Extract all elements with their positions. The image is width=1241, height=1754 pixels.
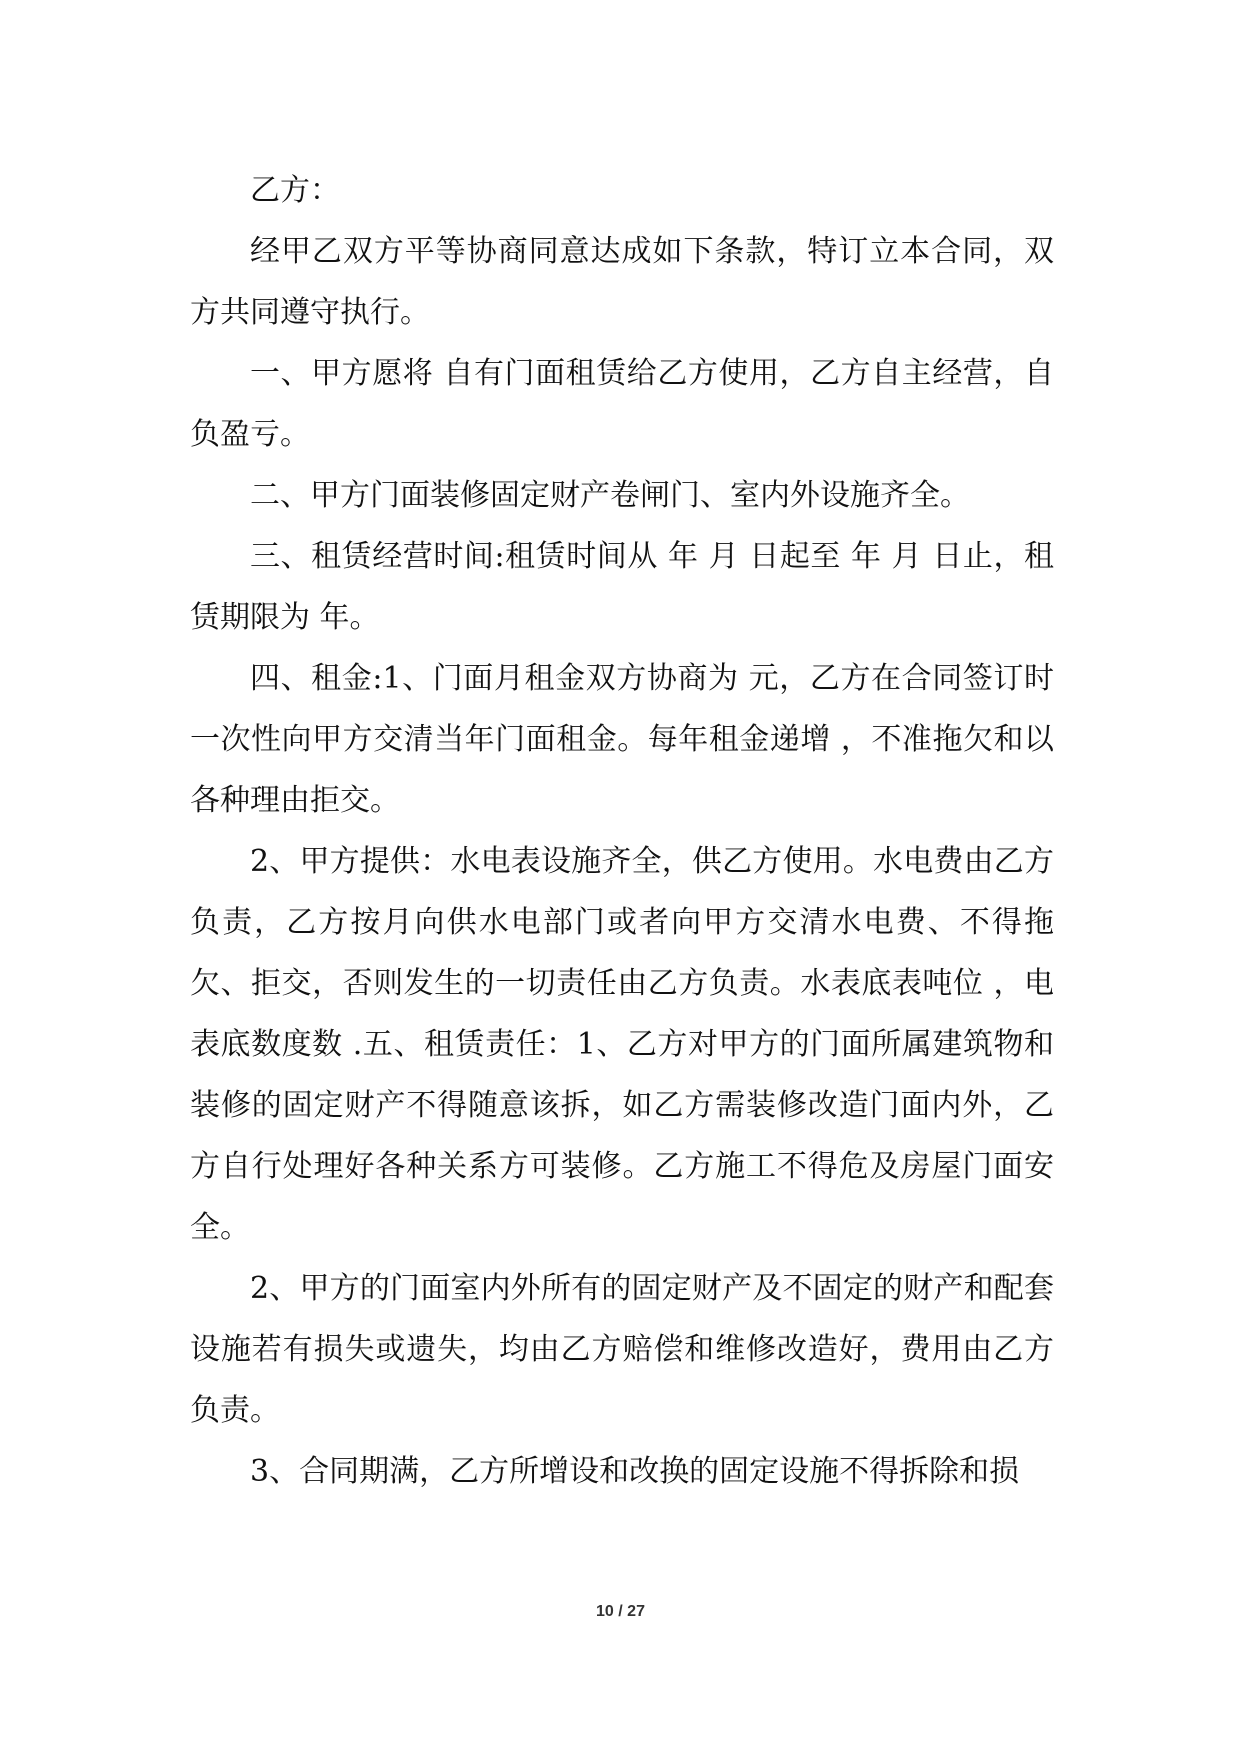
- page-number: 10 / 27: [596, 1603, 645, 1620]
- paragraph-clause-5-item-3: 3、合同期满，乙方所增设和改换的固定设施不得拆除和损: [250, 1454, 1020, 1489]
- paragraph-clause-1: 一、甲方愿将 自有门面租赁给乙方使用，乙方自主经营，自负盈亏。: [190, 356, 1054, 452]
- paragraph-clause-3: 三、租赁经营时间:租赁时间从 年 月 日起至 年 月 日止，租赁期限为 年。: [190, 539, 1054, 635]
- paragraph-clause-2: 二、甲方门面装修固定财产卷闸门、室内外设施齐全。: [250, 478, 970, 513]
- document-body: [190, 160, 1054, 1502]
- paragraph-party-b: 乙方：: [250, 173, 340, 208]
- paragraph-clause-4-utilities: 2、甲方提供：水电表设施齐全，供乙方使用。水电费由乙方负责，乙方按月向供水电部门或者向甲方交清水电费、不得拖欠、拒交，否则发生的一切责任由乙方负责。水表底表吨位 ，电表底数度数 .五、租赁责任：1、乙方对甲方的门面所属建筑物和装修的固定财产不得随意该拆，如乙方需装修改造门面内外，乙方自行处理好各种关系方可装修。乙方施工不得危及房屋门面安全。: [190, 844, 1054, 1245]
- paragraph-clause-5-item-2: 2、甲方的门面室内外所有的固定财产及不固定的财产和配套设施若有损失或遗失，均由乙方赔偿和维修改造好，费用由乙方负责。: [190, 1271, 1054, 1428]
- paragraph-preamble: 经甲乙双方平等协商同意达成如下条款，特订立本合同，双方共同遵守执行。: [190, 234, 1054, 330]
- paragraph-clause-4-rent: 四、租金:1、门面月租金双方协商为 元，乙方在合同签订时一次性向甲方交清当年门面租金。每年租金递增 ，不准拖欠和以各种理由拒交。: [190, 661, 1054, 818]
